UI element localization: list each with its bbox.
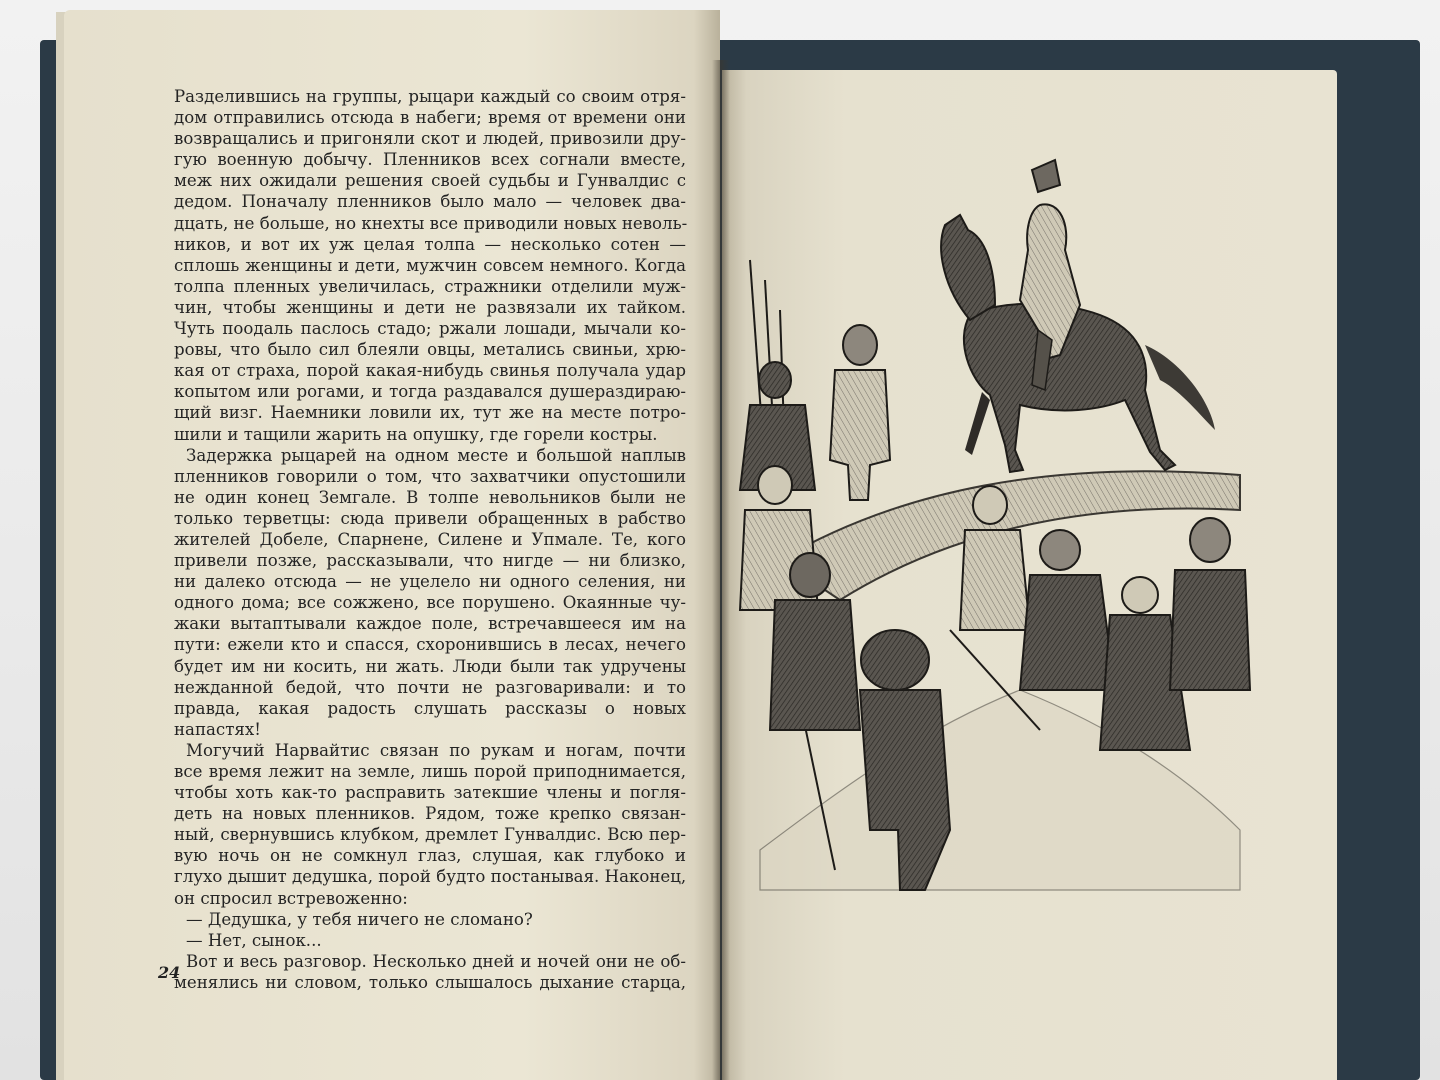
text-line: щий визг. Наемники ловили их, тут же на месте потро- <box>174 403 686 423</box>
text-line: правда, какая радость слушать рассказы о новых <box>174 698 686 718</box>
text-line: дом отправились отсюда в набеги; время от времени они <box>174 108 686 128</box>
text-line: Задержка рыцарей на одном месте и большой наплыв <box>186 445 686 465</box>
text-line: Чуть поодаль паслось стадо; ржали лошади, мычали ко- <box>174 319 686 339</box>
text-line: жаки вытаптывали каждое поле, встречавшееся им на <box>174 614 686 634</box>
text-line: ников, и вот их уж целая толпа — несколько сотен — <box>174 234 686 254</box>
text-line: Разделившись на группы, рыцари каждый со своим отря- <box>174 87 686 106</box>
knight-on-horse <box>941 160 1215 472</box>
horse-tail <box>1145 345 1215 430</box>
text-line: шили и тащили жарить на опушку, где горели костры. <box>174 424 658 444</box>
text-line: нежданной бедой, что почти не разговаривали: и то <box>174 677 686 697</box>
text-line: ни далеко отсюда — не уцелело ни одного селения, ни <box>174 572 686 592</box>
bound-captive <box>830 325 890 500</box>
rider-helmet <box>1032 160 1060 192</box>
text-line: менялись ни словом, только слышалось дыхание старца, <box>174 972 686 992</box>
text-line: гую военную добычу. Пленников всех согнали вместе, <box>174 150 686 170</box>
text-line: кая от страха, порой какая-нибудь свинья получала удар <box>174 361 686 381</box>
page-text <box>174 86 686 993</box>
text-line: глухо дышит дедушка, порой будто постанывая. Наконец, <box>174 867 687 887</box>
text-line: напастях! <box>174 719 261 739</box>
text-line: — Дедушка, у тебя ничего не сломано? <box>186 909 533 929</box>
text-line: пути: ежели кто и спасся, схоронившись в лесах, нечего <box>174 635 686 655</box>
text-line: чтобы хоть как-то расправить затекшие члены и погля- <box>174 783 686 803</box>
text-line: дедом. Поначалу пленников было мало — человек два- <box>174 192 686 212</box>
text-line: толпа пленных увеличилась, стражники отделили муж- <box>174 276 686 296</box>
text-line: меж них ожидали решения своей судьбы и Гунвалдис с <box>174 171 686 191</box>
text-line: сплошь женщины и дети, мужчин совсем немного. Когда <box>174 255 686 275</box>
text-line: чин, чтобы женщины и дети не развязали их тайком. <box>174 297 686 317</box>
text-line: Вот и весь разговор. Несколько дней и ночей они не об- <box>186 951 686 971</box>
text-line: вую ночь он не сомкнул глаз, слушая, как глубоко и <box>174 846 686 866</box>
text-line: — Нет, сынок... <box>186 930 322 950</box>
horse-front-leg <box>965 392 990 455</box>
text-line: деть на новых пленников. Рядом, тоже крепко связан- <box>174 804 686 824</box>
text-line: не один конец Земгале. В толпе невольников были не <box>174 487 686 507</box>
page-number: 24 <box>158 963 181 982</box>
text-line: дцать, не больше, но кнехты все приводили новых неволь- <box>174 213 688 233</box>
horse-head <box>941 215 995 320</box>
text-line: ровы, что было сил блеяли овцы, метались свиньи, хрю- <box>174 340 686 360</box>
text-line: ный, свернувшись клубком, дремлет Гунвалдис. Всю пер- <box>174 825 686 845</box>
text-line: будет им ни косить, ни жать. Люди были так удручены <box>174 656 686 676</box>
text-line: только терветцы: сюда привели обращенных в рабство <box>174 508 686 528</box>
illustration <box>720 130 1260 910</box>
text-line: копытом или рогами, и тогда раздавался душераздираю- <box>174 382 686 402</box>
text-line: все время лежит на земле, лишь порой приподнимается, <box>174 762 686 781</box>
text-line: одного дома; все сожжено, все порушено. Окаянные чу- <box>174 593 686 613</box>
text-line: пленников говорили о том, что захватчики опустошили <box>174 466 686 486</box>
text-line: возвращались и пригоняли скот и людей, привозили дру- <box>174 129 686 149</box>
text-line: жителей Добеле, Спарнене, Силене и Упмале. Те, кого <box>174 529 686 549</box>
text-line: привели позже, рассказывали, что нигде — ни близко, <box>174 551 686 571</box>
text-line: Могучий Нарвайтис связан по рукам и ногам, почти <box>186 740 686 760</box>
text-line: он спросил встревоженно: <box>174 888 408 908</box>
